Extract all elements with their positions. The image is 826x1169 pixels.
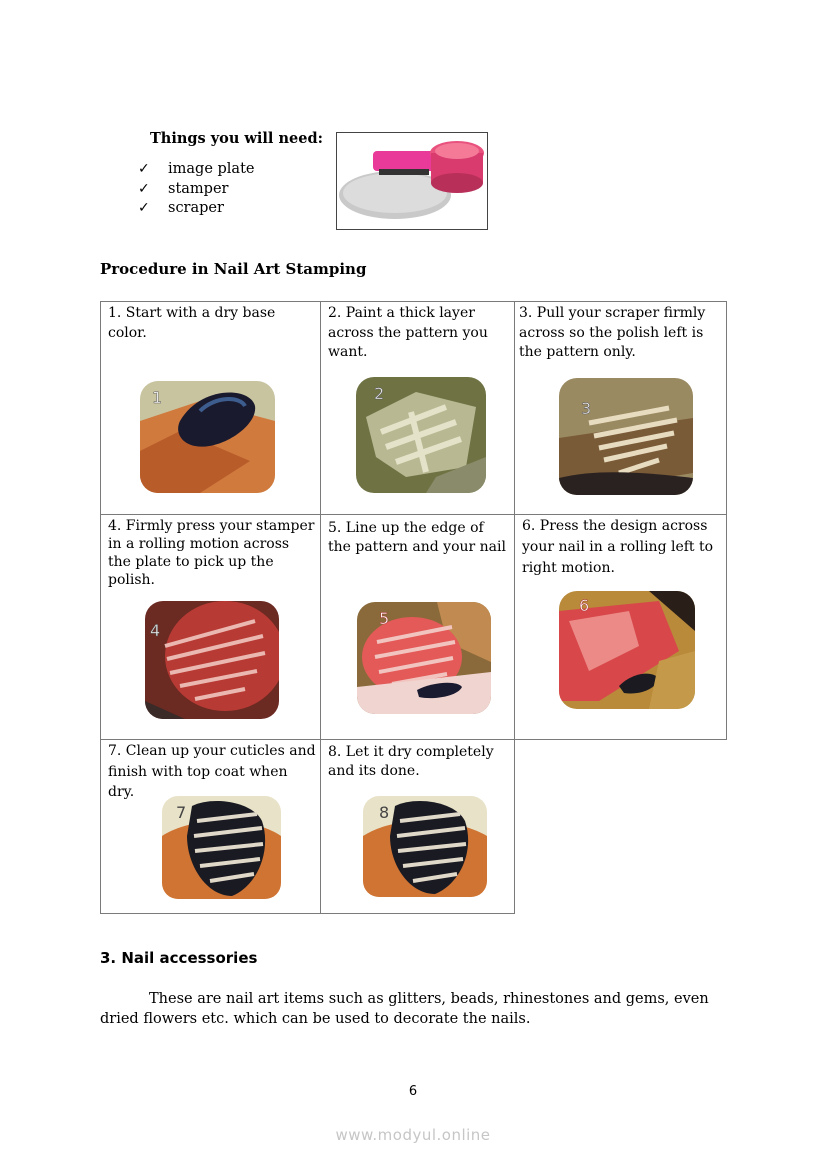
procedure-title: Procedure in Nail Art Stamping bbox=[100, 260, 367, 278]
paragraph-text: These are nail art items such as glitters, beads, rhinestones and gems, even dried flowers etc. which can be used to decorate the nails. bbox=[100, 991, 709, 1027]
step-text: 4. Firmly press your stamper in a rolling motion across the plate to pick up the polish. bbox=[108, 518, 315, 588]
section-paragraph bbox=[100, 989, 728, 1029]
step-photo-5 bbox=[357, 602, 491, 714]
step-cell-4 bbox=[100, 514, 321, 740]
step-number-label: 6 bbox=[579, 596, 590, 615]
list-item-label: stamper bbox=[168, 180, 229, 197]
step-number-label: 3 bbox=[581, 399, 592, 418]
step-text: 5. Line up the edge of the pattern and your nail bbox=[328, 520, 506, 555]
list-item bbox=[138, 160, 254, 180]
step-text: 6. Press the design across your nail in a rolling left to right motion. bbox=[522, 518, 714, 576]
step-number-label: 5 bbox=[379, 609, 390, 628]
section-title: 3. Nail accessories bbox=[100, 949, 258, 967]
list-item-label: image plate bbox=[168, 161, 255, 177]
stamping-tools-image bbox=[336, 132, 488, 230]
step-text: 8. Let it dry completely and its done. bbox=[328, 744, 494, 779]
page-number: 6 bbox=[408, 1084, 418, 1099]
step-photo-1 bbox=[140, 381, 275, 493]
step-cell-2 bbox=[320, 301, 515, 515]
list-item-label: scraper bbox=[168, 200, 224, 216]
step-text: 3. Pull your scraper firmly across so the polish left is the pattern only. bbox=[519, 305, 706, 360]
step-photo-2 bbox=[356, 377, 486, 493]
step-number-label: 7 bbox=[176, 803, 187, 822]
step-number-label: 4 bbox=[150, 621, 161, 640]
step-text: 2. Paint a thick layer across the pattern you want. bbox=[328, 305, 488, 360]
step-number-label: 1 bbox=[152, 388, 163, 407]
checkmark-icon: ✓ bbox=[138, 200, 150, 216]
step-photo-7 bbox=[162, 796, 281, 899]
step-number-label: 2 bbox=[374, 384, 385, 403]
checkmark-icon: ✓ bbox=[138, 180, 150, 197]
step-text: 7. Clean up your cuticles and finish with top coat when dry. bbox=[108, 743, 316, 800]
step-text: 1. Start with a dry base color. bbox=[108, 305, 276, 341]
step-photo-3 bbox=[559, 378, 693, 495]
step-cell-3 bbox=[514, 301, 727, 515]
things-needed-list bbox=[138, 160, 254, 219]
watermark: www.modyul.online bbox=[335, 1126, 491, 1144]
step-cell-8 bbox=[320, 739, 515, 914]
step-number-label: 8 bbox=[379, 803, 390, 822]
list-item bbox=[138, 199, 254, 219]
step-photo-4 bbox=[145, 601, 279, 719]
list-item bbox=[138, 180, 254, 200]
checkmark-icon: ✓ bbox=[138, 161, 150, 177]
step-photo-8 bbox=[363, 796, 487, 897]
step-cell-1 bbox=[100, 301, 321, 515]
step-cell-6 bbox=[514, 514, 727, 740]
step-photo-6 bbox=[559, 591, 695, 709]
step-cell-7 bbox=[100, 739, 321, 914]
step-cell-5 bbox=[320, 514, 515, 740]
things-needed-title: Things you will need: bbox=[150, 130, 323, 147]
